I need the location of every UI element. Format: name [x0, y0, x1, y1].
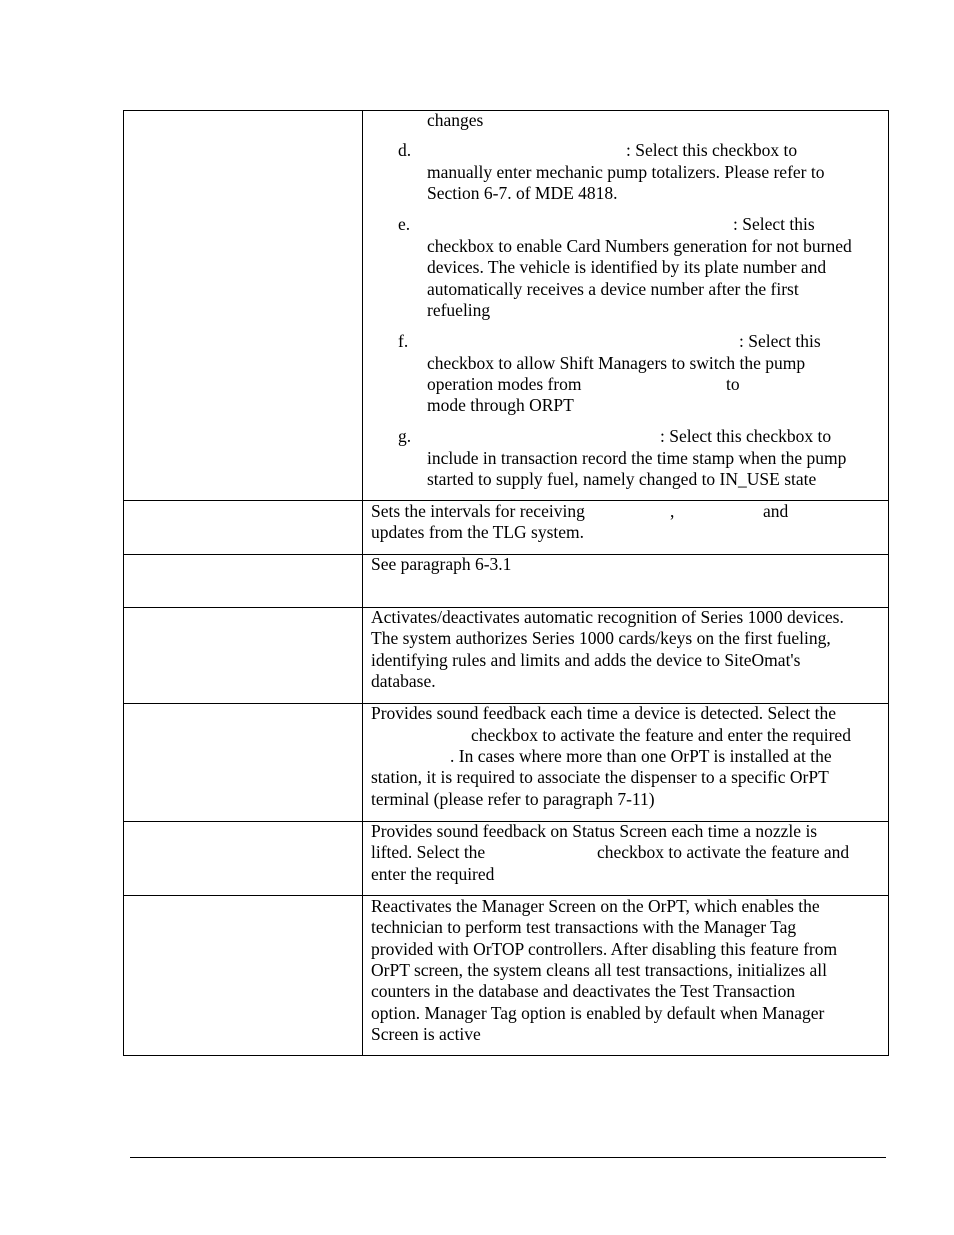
row6-line1: Provides sound feedback on Status Screen each time a nozzle is [371, 821, 818, 841]
row7-line6: option. Manager Tag option is enabled by default when Manager [371, 1003, 825, 1023]
item-g-line2: include in transaction record the time stamp when the pump [427, 448, 847, 468]
item-d-line3: Section 6-7. of MDE 4818. [427, 183, 618, 203]
item-f-line3a: operation modes from [427, 374, 582, 394]
item-d-line1: : Select this checkbox to [626, 140, 798, 160]
row4-line2: The system authorizes Series 1000 cards/keys on the first fueling, [371, 628, 831, 648]
row5-line3: . In cases where more than one OrPT is installed at the [450, 746, 832, 766]
item-e-line3: devices. The vehicle is identified by its plate number and [427, 257, 827, 277]
row2-line1a: Sets the intervals for receiving [371, 501, 585, 521]
row4-line3: identifying rules and limits and adds the device to SiteOmat's [371, 650, 801, 670]
list-marker-g: g. [398, 426, 412, 446]
row2-line1b: , [670, 501, 675, 521]
column-divider [362, 110, 363, 1056]
item-f-line4: mode through ORPT [427, 395, 574, 415]
row2-line2: updates from the TLG system. [371, 522, 585, 542]
row6-line2a: lifted. Select the [371, 842, 486, 862]
row7-line1: Reactivates the Manager Screen on the OrPT, which enables the [371, 896, 820, 916]
item-f-line1: : Select this [739, 331, 821, 351]
row5-line1: Provides sound feedback each time a device is detected. Select the [371, 703, 837, 723]
item-d-line2: manually enter mechanic pump totalizers. Please refer to [427, 162, 825, 182]
item-e-line4: automatically receives a device number after the first [427, 279, 799, 299]
row6-line3: enter the required [371, 864, 495, 884]
row5-line2: checkbox to activate the feature and enter the required [471, 725, 851, 745]
item-f-line2: checkbox to allow Shift Managers to switch the pump [427, 353, 806, 373]
footer-rule [130, 1157, 886, 1158]
row5-line4: station, it is required to associate the dispenser to a specific OrPT [371, 767, 829, 787]
list-marker-f: f. [398, 331, 409, 351]
row5-line5: terminal (please refer to paragraph 7-11) [371, 789, 655, 809]
item-g-line1: : Select this checkbox to [660, 426, 832, 446]
row7-line7: Screen is active [371, 1024, 481, 1044]
row7-line4: OrPT screen, the system cleans all test transactions, initializes all [371, 960, 828, 980]
row7-line5: counters in the database and deactivates the Test Transaction [371, 981, 796, 1001]
row6-line2b: checkbox to activate the feature and [597, 842, 850, 862]
item-e-line1: : Select this [733, 214, 815, 234]
row2-line1c: and [763, 501, 789, 521]
list-marker-e: e. [398, 214, 411, 234]
list-marker-d: d. [398, 140, 412, 160]
row4-line4: database. [371, 671, 436, 691]
item-e-line5: refueling [427, 300, 491, 320]
item-f-line3b: to [726, 374, 740, 394]
item-e-line2: checkbox to enable Card Numbers generation for not burned [427, 236, 852, 256]
item-g-line3: started to supply fuel, namely changed to IN_USE state [427, 469, 817, 489]
row3-line1: See paragraph 6-3.1 [371, 554, 512, 574]
row7-line3: provided with OrTOP controllers. After disabling this feature from [371, 939, 838, 959]
row4-line1: Activates/deactivates automatic recognition of Series 1000 devices. [371, 607, 844, 627]
row7-line2: technician to perform test transactions with the Manager Tag [371, 917, 797, 937]
row1-changes-text: changes [427, 110, 484, 130]
